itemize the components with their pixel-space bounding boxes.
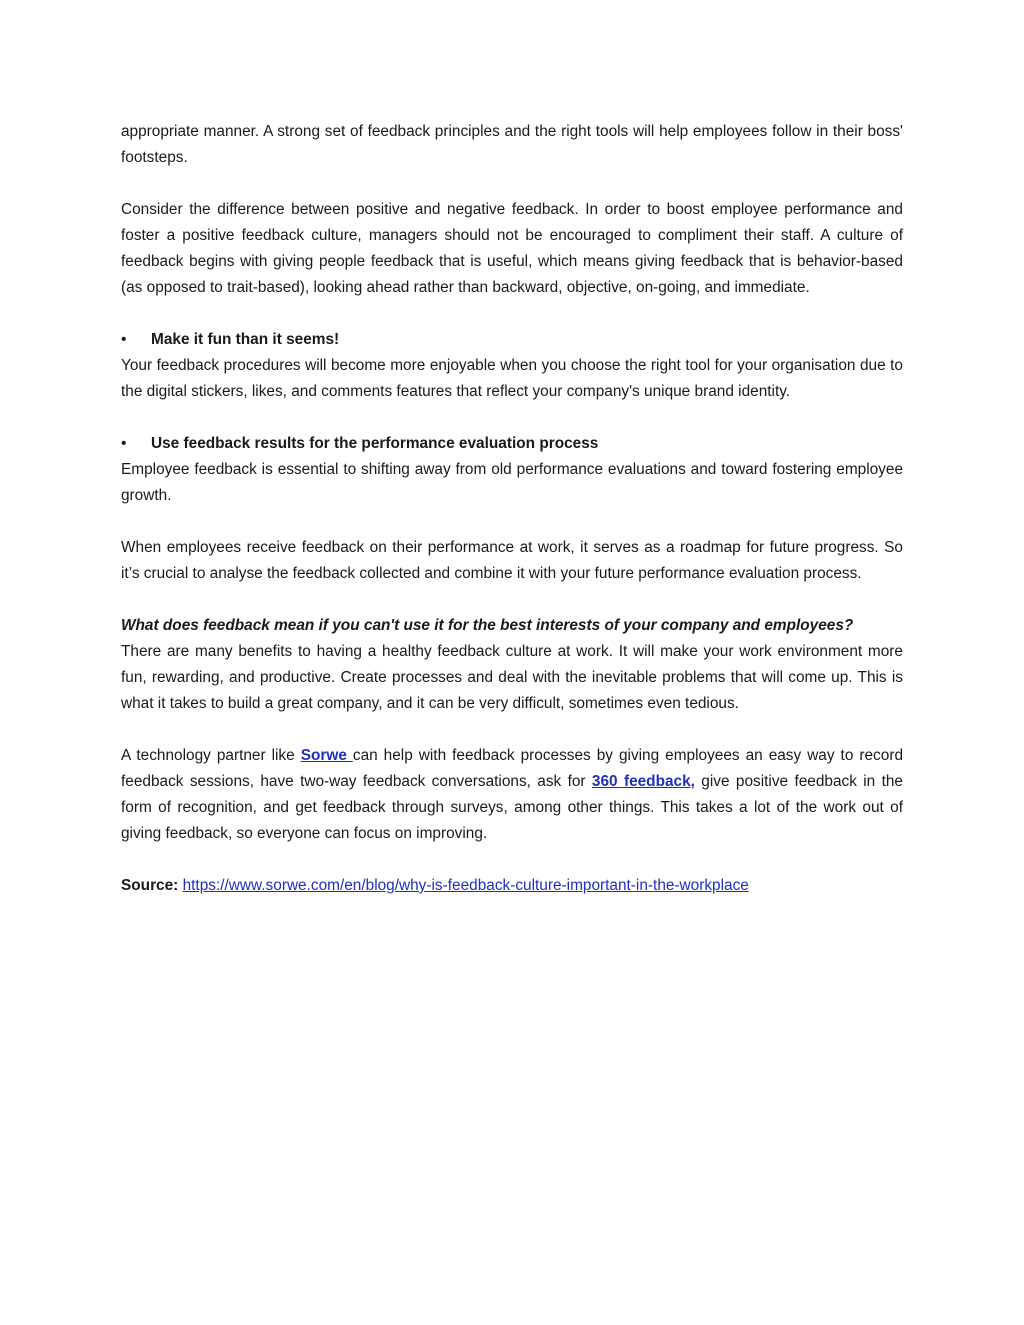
bullet-icon: •: [121, 331, 127, 348]
source-label: Source:: [121, 877, 179, 894]
paragraph-roadmap: When employees receive feedback on their performance at work, it serves as a roadmap for future progress. So it’s crucial to analyse the feedback collected and combine it with your future performance evaluation process.: [121, 539, 903, 582]
bullet-heading-fun: [121, 327, 903, 353]
paragraph-intro: appropriate manner. A strong set of feedback principles and the right tools will help employees follow in their boss' footsteps.: [121, 123, 903, 166]
paragraph-enjoyable: Your feedback procedures will become more enjoyable when you choose the right tool for your organisation due to the digital stickers, likes, and comments features that reflect your company's unique brand identity.: [121, 357, 903, 400]
bullet-heading-text: Make it fun than it seems!: [151, 331, 340, 348]
bullet-heading-performance: [121, 431, 903, 457]
sorwe-link[interactable]: Sorwe: [300, 747, 353, 764]
source-url-link[interactable]: https://www.sorwe.com/en/blog/why-is-feedback-culture-important-in-the-workplace: [182, 877, 749, 894]
document-page: [121, 119, 903, 899]
paragraph-positive-negative: Consider the difference between positive and negative feedback. In order to boost employee performance and foster a positive feedback culture, managers should not be encouraged to compliment their staff. A culture of feedback begins with giving people feedback that is useful, which means giving feedback that is behavior-based (as opposed to trait-based), looking ahead rather than backward, objective, on-going, and immediate.: [121, 201, 903, 296]
spacer: [121, 717, 903, 743]
paragraph-benefits: There are many benefits to having a healthy feedback culture at work. It will make your work environment more fun, rewarding, and productive. Create processes and deal with the inevitable problems that will come up. This is what it takes to build a great company, and it can be very difficult, sometimes even tedious.: [121, 643, 903, 712]
source-line: [121, 873, 903, 899]
question-heading: What does feedback mean if you can't use it for the best interests of your company and employees?: [121, 617, 854, 634]
text-segment: A technology partner like: [121, 747, 301, 764]
spacer: [121, 847, 903, 873]
bullet-heading-text: Use feedback results for the performance evaluation process: [151, 435, 599, 452]
spacer: [121, 509, 903, 535]
spacer: [121, 301, 903, 327]
text-segment: give positive feedback in the form of recognition, and get feedback through surveys, among other things. This takes a lot of the work out of giving feedback, so everyone can focus on improving.: [121, 773, 903, 842]
text-segment: can help with feedback processes by giving employees an easy way to record feedback sessions, have two-way feedback conversations, ask for: [121, 747, 904, 790]
spacer: [121, 171, 903, 197]
paragraph-employee-feedback: Employee feedback is essential to shifting away from old performance evaluations and toward fostering employee growth.: [121, 461, 903, 504]
paragraph-technology-partner: [121, 743, 903, 847]
spacer: [121, 405, 903, 431]
360-feedback-link[interactable]: 360 feedback,: [591, 773, 695, 790]
spacer: [121, 587, 903, 613]
bullet-icon: •: [121, 435, 127, 452]
